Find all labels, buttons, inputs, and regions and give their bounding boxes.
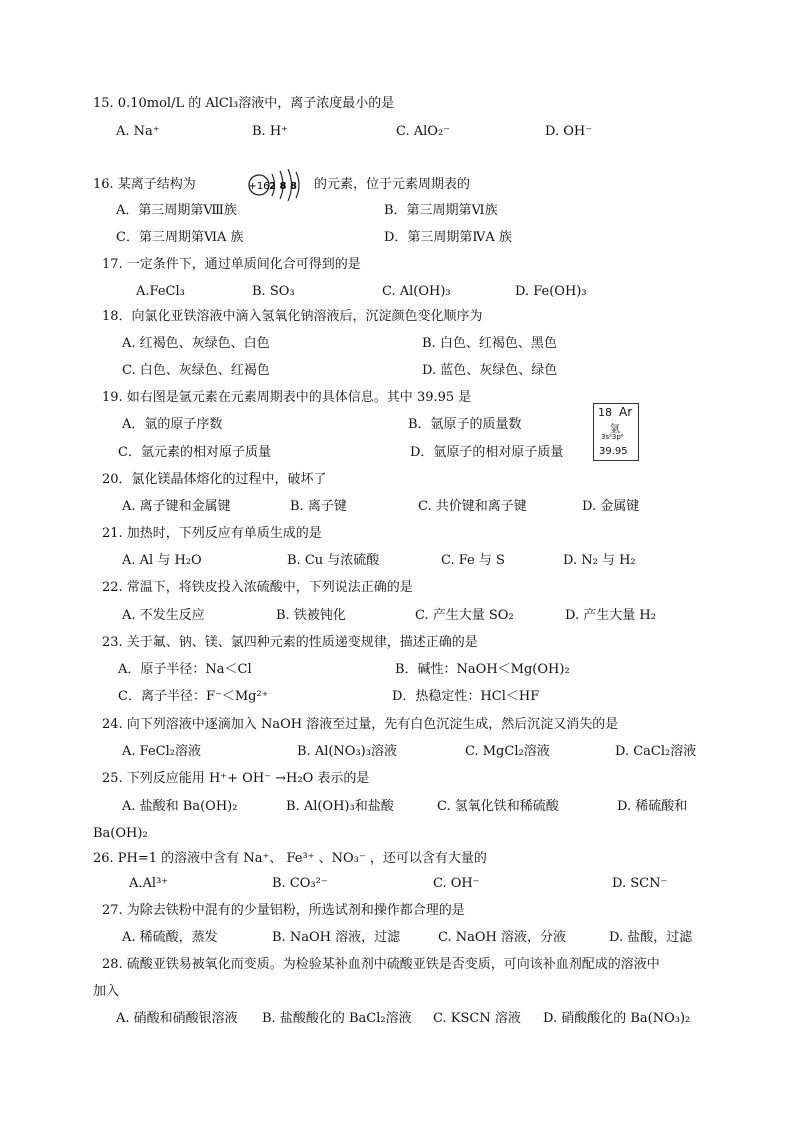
q28-option-b: B. 盐酸酸化的 BaCl₂溶液 xyxy=(262,1011,412,1026)
question-15-stem: 15. 0.10mol/L 的 AlCl₃溶液中，离子浓度最小的是 xyxy=(93,96,395,111)
q25-option-a: A. 盐酸和 Ba(OH)₂ xyxy=(122,799,238,814)
element-chinese-name: 氩 xyxy=(610,424,620,435)
element-electron-config: 3s²3p⁶ xyxy=(601,433,624,441)
q20-option-b: B. 离子键 xyxy=(290,499,347,514)
ion-structure-diagram xyxy=(245,168,307,202)
q27-option-d: D. 盐酸，过滤 xyxy=(609,930,693,945)
q22-option-b: B. 铁被钝化 xyxy=(276,608,346,623)
q15-option-b: B. H⁺ xyxy=(252,124,289,139)
question-25-stem: 25. 下列反应能用 H⁺+ OH⁻ →H₂O 表示的是 xyxy=(102,771,370,786)
q15-option-a: A. Na⁺ xyxy=(116,124,160,139)
question-17-stem: 17. 一定条件下，通过单质间化合可得到的是 xyxy=(102,257,361,272)
q17-option-c: C. Al(OH)₃ xyxy=(382,284,451,299)
q17-option-b: B. SO₃ xyxy=(252,284,295,299)
q15-option-c: C. AlO₂⁻ xyxy=(396,124,451,139)
q28-option-a: A. 硝酸和硝酸银溶液 xyxy=(116,1011,238,1026)
q20-option-d: D. 金属键 xyxy=(582,499,640,514)
q25-option-b: B. Al(OH)₃和盐酸 xyxy=(286,799,394,814)
q22-option-c: C. 产生大量 SO₂ xyxy=(415,608,514,623)
q28-option-d: D. 硝酸酸化的 Ba(NO₃)₂ xyxy=(543,1011,691,1026)
q26-option-a: A.Al³⁺ xyxy=(129,876,169,891)
q28-continuation: 加入 xyxy=(93,984,120,999)
q22-option-d: D. 产生大量 H₂ xyxy=(565,608,656,623)
q24-option-b: B. Al(NO₃)₃溶液 xyxy=(297,744,397,759)
q17-option-d: D. Fe(OH)₃ xyxy=(515,284,587,299)
q25-option-c: C. 氢氧化铁和稀硫酸 xyxy=(437,799,559,814)
q23-option-a: A．原子半径：Na＜Cl xyxy=(118,662,252,677)
q15-option-d: D. OH⁻ xyxy=(545,124,593,139)
q18-option-d: D. 蓝色、灰绿色、绿色 xyxy=(422,363,558,378)
q25-continuation: Ba(OH)₂ xyxy=(93,826,148,841)
ion-nucleus-label: +16 xyxy=(248,181,270,192)
q19-option-d: D．氩原子的相对原子质量 xyxy=(410,445,564,460)
q21-option-b: B. Cu 与浓硫酸 xyxy=(287,553,380,568)
q19-option-a: A．氩的原子序数 xyxy=(122,417,223,432)
question-16-stem-a: 16. 某离子结构为 xyxy=(93,177,196,192)
question-27-stem: 27. 为除去铁粉中混有的少量铝粉，所选试剂和操作都合理的是 xyxy=(102,903,465,918)
question-26-stem: 26. PH=1 的溶液中含有 Na⁺、 Fe³⁺ 、NO₃⁻ ，还可以含有大量的 xyxy=(93,851,487,866)
q21-option-c: C. Fe 与 S xyxy=(441,553,505,568)
q27-option-c: C. NaOH 溶液，分液 xyxy=(438,930,567,945)
q23-option-c: C．离子半径：F⁻＜Mg²⁺ xyxy=(118,689,269,704)
question-18-stem: 18．向氯化亚铁溶液中滴入氢氧化钠溶液后，沉淀颜色变化顺序为 xyxy=(102,309,483,324)
q17-option-a: A.FeCl₃ xyxy=(136,284,185,299)
q20-option-c: C. 共价键和离子键 xyxy=(418,499,527,514)
q24-option-a: A. FeCl₂溶液 xyxy=(122,744,201,759)
q23-option-d: D．热稳定性：HCl＜HF xyxy=(392,689,540,704)
q21-option-a: A. Al 与 H₂O xyxy=(122,553,202,568)
q19-option-c: C．氩元素的相对原子质量 xyxy=(118,445,271,460)
question-28-stem: 28. 硫酸亚铁易被氧化而变质。为检验某补血剂中硫酸亚铁是否变质，可向该补血剂配成的溶液中 xyxy=(102,957,660,972)
q21-option-d: D. N₂ 与 H₂ xyxy=(563,553,636,568)
q27-option-a: A. 稀硫酸，蒸发 xyxy=(122,930,218,945)
q19-option-b: B．氩原子的质量数 xyxy=(408,417,522,432)
q23-option-b: B．碱性：NaOH＜Mg(OH)₂ xyxy=(395,662,570,677)
q25-option-d: D. 稀硫酸和 xyxy=(617,799,688,814)
q26-option-d: D. SCN⁻ xyxy=(612,876,668,891)
element-atomic-mass: 39.95 xyxy=(599,446,628,457)
q24-option-c: C. MgCl₂溶液 xyxy=(465,744,550,759)
q28-option-c: C. KSCN 溶液 xyxy=(433,1011,521,1026)
q20-option-a: A. 离子键和金属键 xyxy=(122,499,231,514)
question-20-stem: 20．氯化镁晶体熔化的过程中，破坏了 xyxy=(102,472,327,487)
q16-option-a: A．第三周期第Ⅷ族 xyxy=(116,203,237,218)
q26-option-c: C. OH⁻ xyxy=(433,876,480,891)
q24-option-d: D. CaCl₂溶液 xyxy=(615,744,697,759)
q18-option-b: B. 白色、红褐色、黑色 xyxy=(422,336,557,351)
q18-option-c: C. 白色、灰绿色、红褐色 xyxy=(122,363,270,378)
argon-element-card xyxy=(593,403,639,461)
question-16-stem-b: 的元素，位于元素周期表的 xyxy=(314,177,471,192)
element-symbol: Ar xyxy=(619,405,633,419)
q16-option-c: C．第三周期第ⅥA 族 xyxy=(116,230,244,245)
element-atomic-number: 18 xyxy=(598,406,612,419)
question-19-stem: 19. 如右图是氩元素在元素周期表中的具体信息。其中 39.95 是 xyxy=(102,390,472,405)
q18-option-a: A. 红褐色、灰绿色、白色 xyxy=(122,336,270,351)
q22-option-a: A. 不发生反应 xyxy=(122,608,205,623)
question-22-stem: 22. 常温下，将铁皮投入浓硫酸中，下列说法正确的是 xyxy=(102,580,413,595)
q27-option-b: B. NaOH 溶液，过滤 xyxy=(272,930,401,945)
ion-shells-label: 2 8 8 xyxy=(269,181,297,192)
question-21-stem: 21. 加热时，下列反应有单质生成的是 xyxy=(102,526,322,541)
q16-option-b: B．第三周期第Ⅵ族 xyxy=(384,203,498,218)
q16-option-d: D．第三周期第ⅣA 族 xyxy=(384,230,512,245)
question-23-stem: 23. 关于氟、钠、镁、氯四种元素的性质递变规律，描述正确的是 xyxy=(102,635,478,650)
q26-option-b: B. CO₃²⁻ xyxy=(272,876,328,891)
question-24-stem: 24. 向下列溶液中逐滴加入 NaOH 溶液至过量，先有白色沉淀生成，然后沉淀又消失的是 xyxy=(102,717,619,732)
